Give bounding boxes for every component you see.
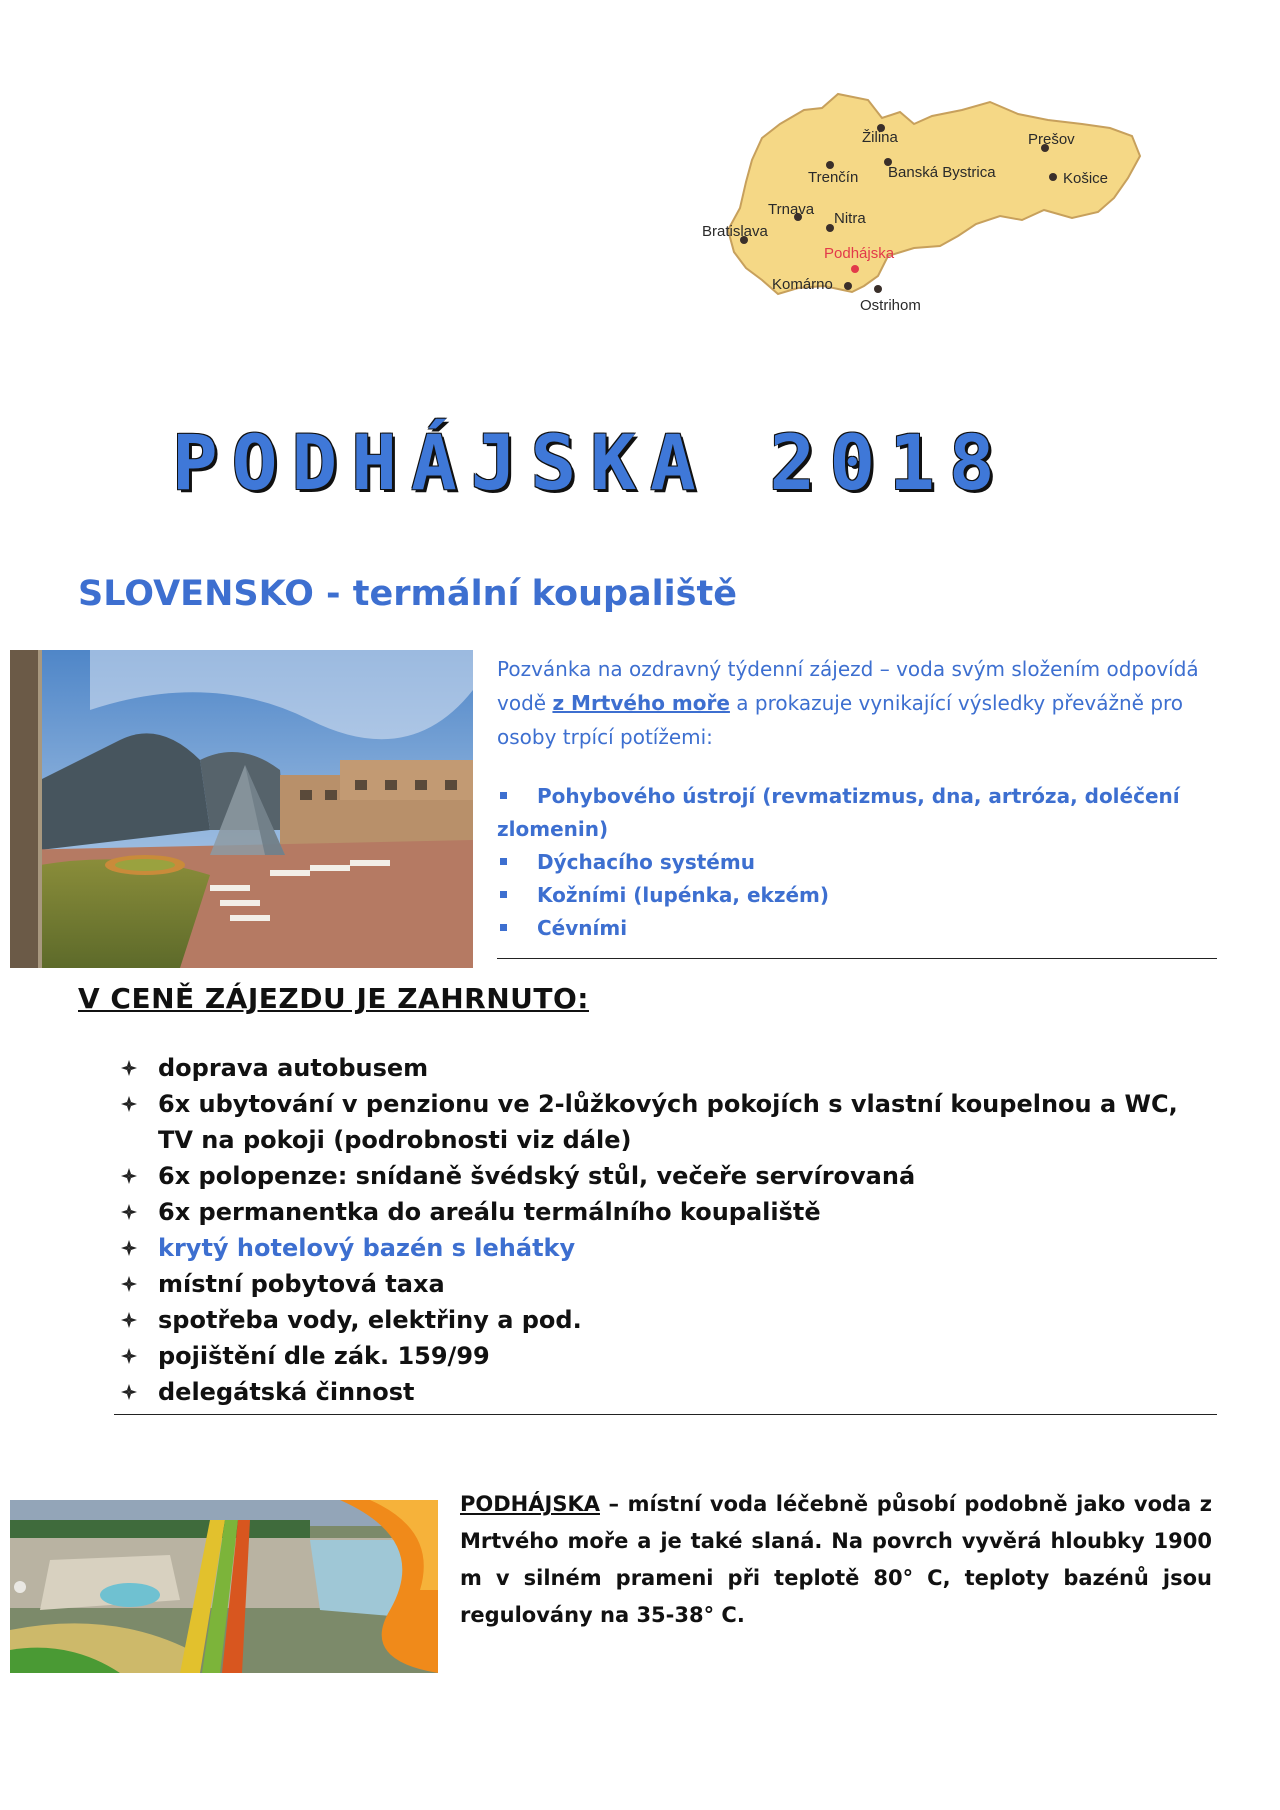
map-label-trencin: Trenčín: [808, 169, 859, 186]
list-item-text: 6x ubytování v penzionu ve 2-lůžkových pokojích s vlastní koupelnou a WC, TV na pokoji (podrobnosti viz dále): [158, 1090, 1178, 1154]
list-item: [497, 879, 1217, 912]
divider: [497, 958, 1217, 959]
diamond-bullet-icon: [120, 1167, 138, 1185]
list-item: [120, 1194, 1217, 1230]
dead-sea-link[interactable]: z Mrtvého moře: [552, 691, 730, 715]
list-item-text: spotřeba vody, elektřiny a pod.: [158, 1306, 582, 1334]
map-label-zilina: Žilina: [862, 129, 898, 146]
list-item-text: krytý hotelový bazén s lehátky: [158, 1234, 576, 1262]
square-bullet-icon: [500, 924, 507, 931]
diamond-bullet-icon: [120, 1383, 138, 1401]
ailments-list: [497, 780, 1217, 945]
intro-text-start: Pozvánka na ozdravný týdenní zájezd – voda svým složením odpovídá vodě: [497, 657, 1199, 715]
list-item: [120, 1230, 1217, 1266]
list-item-text: pojištění dle zák. 159/99: [158, 1342, 490, 1370]
list-item-text: Dýchacího systému: [537, 850, 755, 874]
list-item-text: Kožními (lupénka, ekzém): [537, 883, 830, 907]
list-item: [120, 1266, 1217, 1302]
map-label-podhajska: Podhájska: [824, 245, 895, 262]
list-item-text: 6x permanentka do areálu termálního koupaliště: [158, 1198, 821, 1226]
list-item: [497, 912, 1217, 945]
diamond-bullet-icon: [120, 1059, 138, 1077]
list-item-text: delegátská činnost: [158, 1378, 415, 1406]
square-bullet-icon: [500, 858, 507, 865]
list-item: [120, 1086, 1217, 1158]
list-item-text: místní pobytová taxa: [158, 1270, 445, 1298]
map-label-bratislava: Bratislava: [702, 223, 768, 240]
diamond-bullet-icon: [120, 1239, 138, 1257]
list-item-text: 6x polopenze: snídaně švédský stůl, večeře servírovaná: [158, 1162, 916, 1190]
map-label-komarno: Komárno: [772, 276, 833, 293]
square-bullet-icon: [500, 891, 507, 898]
included-list: [120, 1050, 1217, 1410]
map-label-ostrihom: Ostrihom: [860, 297, 921, 314]
map-label-presov: Prešov: [1028, 131, 1075, 148]
diamond-bullet-icon: [120, 1311, 138, 1329]
slovakia-map: [700, 80, 1200, 380]
page-title: PODHÁJSKA 2018: [172, 418, 1009, 507]
spa-pyramid-photo: [10, 650, 473, 968]
list-item: [120, 1302, 1217, 1338]
description-lead: PODHÁJSKA: [460, 1492, 600, 1516]
intro-text-end: a prokazuje vynikající výsledky převážně pro osoby trpící potížemi:: [497, 691, 1184, 749]
included-heading: V CENĚ ZÁJEZDU JE ZAHRNUTO:: [78, 982, 589, 1015]
list-item-text: Cévními: [537, 916, 628, 940]
list-item: [120, 1050, 1217, 1086]
diamond-bullet-icon: [120, 1347, 138, 1365]
map-label-kosice: Košice: [1063, 170, 1109, 187]
map-label-nitra: Nitra: [834, 210, 866, 227]
square-bullet-icon: [500, 792, 507, 799]
diamond-bullet-icon: [120, 1275, 138, 1293]
podhajska-dot: [851, 265, 859, 273]
list-item: [120, 1158, 1217, 1194]
intro-paragraph: [497, 652, 1217, 754]
list-item: [497, 780, 1217, 846]
list-item: [120, 1338, 1217, 1374]
water-slides-photo: [10, 1500, 438, 1673]
section-subtitle: SLOVENSKO - termální koupaliště: [78, 574, 737, 614]
diamond-bullet-icon: [120, 1203, 138, 1221]
list-item: [497, 846, 1217, 879]
list-item-text: Pohybového ústrojí (revmatizmus, dna, artróza, doléčení zlomenin): [497, 784, 1180, 841]
list-item: [120, 1374, 1217, 1410]
list-item-text: doprava autobusem: [158, 1054, 429, 1082]
map-land: [728, 94, 1140, 294]
map-label-trnava: Trnava: [768, 201, 815, 218]
diamond-bullet-icon: [120, 1095, 138, 1113]
description-text: – místní voda léčebně působí podobně jako voda z Mrtvého moře a je také slaná. Na povrch vyvěrá hloubky 1900 m v silném prameni při teplotě 80° C, teploty bazénů jsou regulovány na 35-38° C.: [460, 1492, 1212, 1627]
divider: [114, 1414, 1217, 1415]
map-label-banska-bystrica: Banská Bystrica: [888, 164, 996, 181]
podhajska-description: [460, 1486, 1212, 1634]
